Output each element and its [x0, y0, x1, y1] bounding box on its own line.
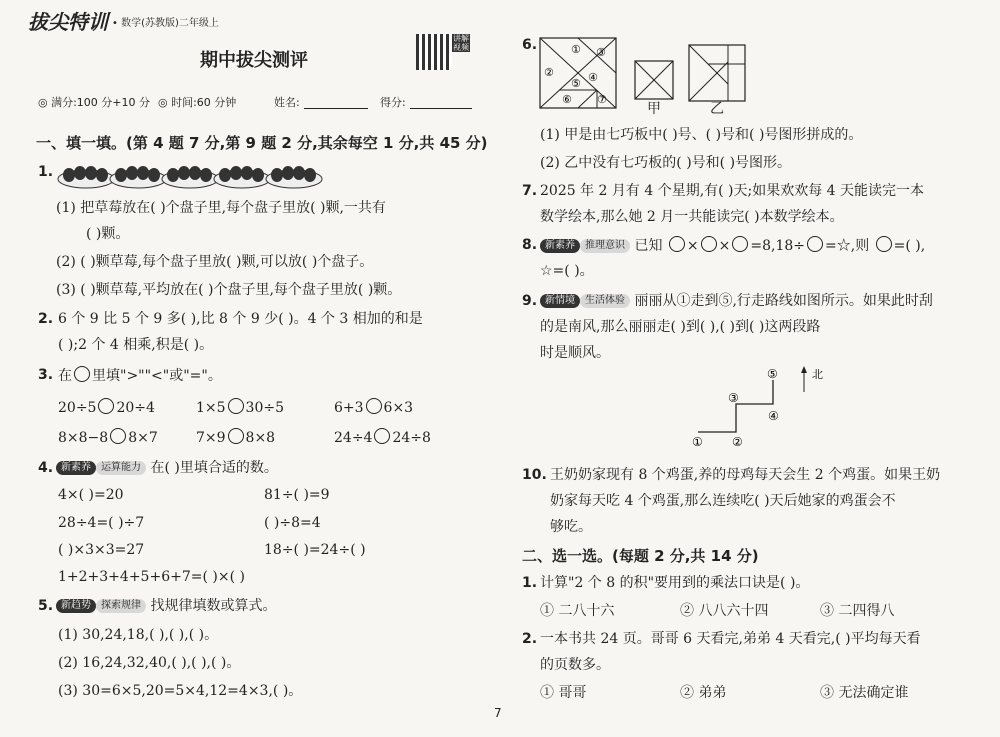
s2q2-number: 2. [522, 631, 538, 647]
q10-line3: 够吃。 [550, 519, 592, 535]
expr-right: 6×3 [383, 400, 414, 416]
q3-intro-a: 在 [58, 368, 72, 384]
piece-label-3: ③ [596, 46, 606, 59]
tag-computation: 运算能力 [96, 461, 146, 475]
q9-line1 [540, 292, 933, 310]
route-point-4: ④ [768, 409, 779, 423]
s2q2-line2: 的页数多。 [540, 657, 610, 673]
plates-illustration [56, 160, 326, 190]
piece-label-6: ⑥ [562, 93, 572, 106]
q3-item-2 [196, 398, 284, 417]
q2-line2: ( );2 个 4 相乘,积是( )。 [58, 337, 214, 353]
s2q2-option-3[interactable]: ③ 无法确定谁 [820, 685, 909, 701]
tag-pattern: 探索规律 [96, 599, 146, 613]
s2q1-line1: 计算"2 个 8 的积"要用到的乘法口诀是( )。 [540, 575, 810, 591]
q7-line1: 2025 年 2 月有 4 个星期,有( )天;如果欢欢每 4 天能读完一本 [540, 183, 925, 199]
q4-number: 4. [38, 460, 54, 476]
compare-circle-icon[interactable] [110, 428, 126, 444]
circle-symbol-icon [732, 236, 748, 252]
figure-jia-label: 甲 [647, 101, 661, 117]
expr-left: 6+3 [334, 400, 364, 416]
q9-line3: 时是顺风。 [540, 345, 610, 361]
name-field[interactable] [304, 108, 368, 109]
full-score: ◎ 满分:100 分+10 分 [38, 96, 151, 109]
header-subject: • 数学(苏教版)二年级上 [112, 18, 219, 29]
tag-new-literacy: 新素养 [540, 239, 580, 253]
expr-right: 30÷5 [245, 400, 284, 416]
section-2-title: 二、选一选。(每题 2 分,共 14 分) [522, 547, 759, 565]
q5-line1: (1) 30,24,18,( ),( ),( )。 [58, 627, 219, 643]
q3-item-1 [58, 398, 155, 417]
expr-left: 24÷4 [334, 430, 373, 446]
compare-circle-icon[interactable] [228, 398, 244, 414]
q6-line2: (2) 乙中没有七巧板的( )号和( )号图形。 [540, 155, 792, 171]
circle-symbol-icon [669, 236, 685, 252]
q4-item-6: 18÷( )=24÷( ) [264, 542, 366, 558]
q3-item-6 [334, 428, 431, 447]
figure-yi-label: 乙 [710, 101, 724, 117]
q3-item-3 [334, 398, 413, 417]
tangram-figure [538, 36, 620, 112]
expr-left: 8×8−8 [58, 430, 109, 446]
tag-new-context: 新情境 [540, 294, 580, 308]
q8-text-c: =☆,则 [825, 238, 870, 254]
q8-number: 8. [522, 237, 538, 253]
q4-item-1: 4×( )=20 [58, 487, 124, 503]
figure-jia-svg [634, 60, 674, 100]
expr-left: 20÷5 [58, 400, 97, 416]
figure-yi [688, 44, 746, 102]
route-point-2: ② [732, 435, 743, 449]
tag-reasoning: 推理意识 [580, 239, 630, 253]
piece-label-1: ① [571, 43, 581, 56]
route-point-5: ⑤ [767, 367, 778, 381]
q3-number: 3. [38, 367, 54, 383]
piece-label-4: ④ [588, 71, 598, 84]
q9-line2: 的是南风,那么丽丽走( )到( ),( )到( )这两段路 [540, 319, 821, 335]
q8-line2: ☆=( )。 [540, 263, 594, 279]
q3-item-4 [58, 428, 158, 447]
q8-text-d: =( ), [893, 238, 926, 254]
q4-item-2: 81÷( )=9 [264, 487, 330, 503]
q5-intro [56, 597, 276, 615]
exam-title: 期中拔尖测评 [200, 50, 308, 71]
q10-line1: 王奶奶家现有 8 个鸡蛋,养的母鸡每天会生 2 个鸡蛋。如果王奶 [550, 467, 941, 483]
q1-line3: (2) ( )颗草莓,每个盘子里放( )颗,可以放( )个盘子。 [56, 254, 374, 270]
route-map [680, 364, 823, 450]
q8-text-b: =8,18÷ [750, 238, 806, 254]
q3-intro [58, 366, 222, 385]
compare-circle-icon[interactable] [228, 428, 244, 444]
exam-time: ◎ 时间:60 分钟 [158, 96, 237, 109]
q10-number: 10. [522, 467, 547, 483]
q4-item-7: 1+2+3+4+5+6+7=( )×( ) [58, 569, 245, 585]
expr-right: 20÷4 [116, 400, 155, 416]
expr-right: 24÷8 [392, 430, 431, 446]
q9-text-a: 丽丽从①走到⑤,行走路线如图所示。如果此时刮 [634, 293, 933, 309]
q1-number: 1. [38, 164, 54, 180]
expr-right: 8×7 [128, 430, 158, 446]
q4-item-4: ( )÷8=4 [264, 515, 321, 531]
q1-line1: (1) 把草莓放在( )个盘子里,每个盘子里放( )颗,一共有 [56, 200, 386, 216]
q5-line3: (3) 30=6×5,20=5×4,12=4×3,( )。 [58, 683, 303, 699]
s2q1-option-2[interactable]: ② 八八六十四 [680, 603, 769, 619]
score-label: 得分: [380, 96, 406, 109]
q3-item-5 [196, 428, 275, 447]
q5-intro-text: 找规律填数或算式。 [150, 598, 277, 614]
s2q1-option-1[interactable]: ① 二八十六 [540, 603, 615, 619]
section-1-title: 一、填一填。(第 4 题 7 分,第 9 题 2 分,其余每空 1 分,共 45 分) [36, 134, 488, 152]
compare-circle-icon [74, 366, 90, 382]
s2q1-number: 1. [522, 575, 538, 591]
s2q2-option-1[interactable]: ① 哥哥 [540, 685, 587, 701]
strawberry-plates [56, 160, 326, 190]
route-svg [680, 364, 823, 450]
route-point-3: ③ [728, 391, 739, 405]
expr-left: 7×9 [196, 430, 226, 446]
name-label: 姓名: [274, 96, 300, 109]
tangram-svg [538, 36, 620, 112]
figure-yi-svg [688, 44, 746, 102]
q6-line1: (1) 甲是由七巧板中( )号、( )号和( )号图形拼成的。 [540, 127, 863, 143]
q7-number: 7. [522, 183, 538, 199]
page-number: 7 [494, 706, 502, 720]
tag-new-literacy: 新素养 [56, 461, 96, 475]
q7-line2: 数学绘本,那么她 2 月一共能读完( )本数学绘本。 [540, 209, 844, 225]
tag-life-experience: 生活体验 [580, 294, 630, 308]
q2-number: 2. [38, 311, 54, 327]
piece-label-5: ⑤ [571, 77, 581, 90]
q1-line4: (3) ( )颗草莓,平均放在( )个盘子里,每个盘子里放( )颗。 [56, 282, 402, 298]
q8-line1: 新素养 推理意识 已知 × × =8,18÷ =☆,则 =( ), [540, 236, 925, 255]
qr-caption: 讲解视频 [453, 34, 469, 52]
tag-new-trend: 新趋势 [56, 599, 96, 613]
score-field[interactable] [410, 108, 472, 109]
expr-right: 8×8 [245, 430, 276, 446]
brand-logo: 拔尖特训 [28, 10, 108, 34]
piece-label-7: ⑦ [597, 93, 607, 106]
qr-code-icon [416, 34, 452, 70]
compare-circle-icon[interactable] [366, 398, 382, 414]
expr-left: 1×5 [196, 400, 226, 416]
q5-number: 5. [38, 598, 54, 614]
q5-line2: (2) 16,24,32,40,( ),( ),( )。 [58, 655, 241, 671]
s2q2-line1: 一本书共 24 页。哥哥 6 天看完,弟弟 4 天看完,( )平均每天看 [540, 631, 921, 647]
compare-circle-icon[interactable] [374, 428, 390, 444]
q10-line2: 奶家每天吃 4 个鸡蛋,那么连续吃( )天后她家的鸡蛋会不 [550, 493, 896, 509]
north-label: 北 [812, 368, 823, 381]
q4-intro-text: 在( )里填合适的数。 [150, 460, 278, 476]
route-point-1: ① [692, 435, 703, 449]
s2q2-option-2[interactable]: ② 弟弟 [680, 685, 727, 701]
q1-line2: ( )颗。 [86, 226, 130, 242]
s2q1-option-3[interactable]: ③ 二四得八 [820, 603, 895, 619]
circle-symbol-icon [701, 236, 717, 252]
q4-intro [56, 459, 278, 477]
compare-circle-icon[interactable] [98, 398, 114, 414]
figure-jia [634, 60, 674, 100]
circle-symbol-icon [807, 236, 823, 252]
q8-text-a: 已知 [634, 238, 663, 254]
circle-symbol-icon [876, 236, 892, 252]
q2-line1: 6 个 9 比 5 个 9 多( ),比 8 个 9 少( )。4 个 3 相加的和是 [58, 311, 423, 327]
q4-item-3: 28÷4=( )÷7 [58, 515, 145, 531]
q6-number: 6. [522, 37, 538, 53]
q9-number: 9. [522, 293, 538, 309]
q4-item-5: ( )×3×3=27 [58, 542, 145, 558]
q3-intro-b: 里填">""<"或"="。 [92, 368, 222, 384]
subject-label: 数学(苏教版)二年级上 [121, 18, 219, 29]
piece-label-2: ② [544, 66, 554, 79]
